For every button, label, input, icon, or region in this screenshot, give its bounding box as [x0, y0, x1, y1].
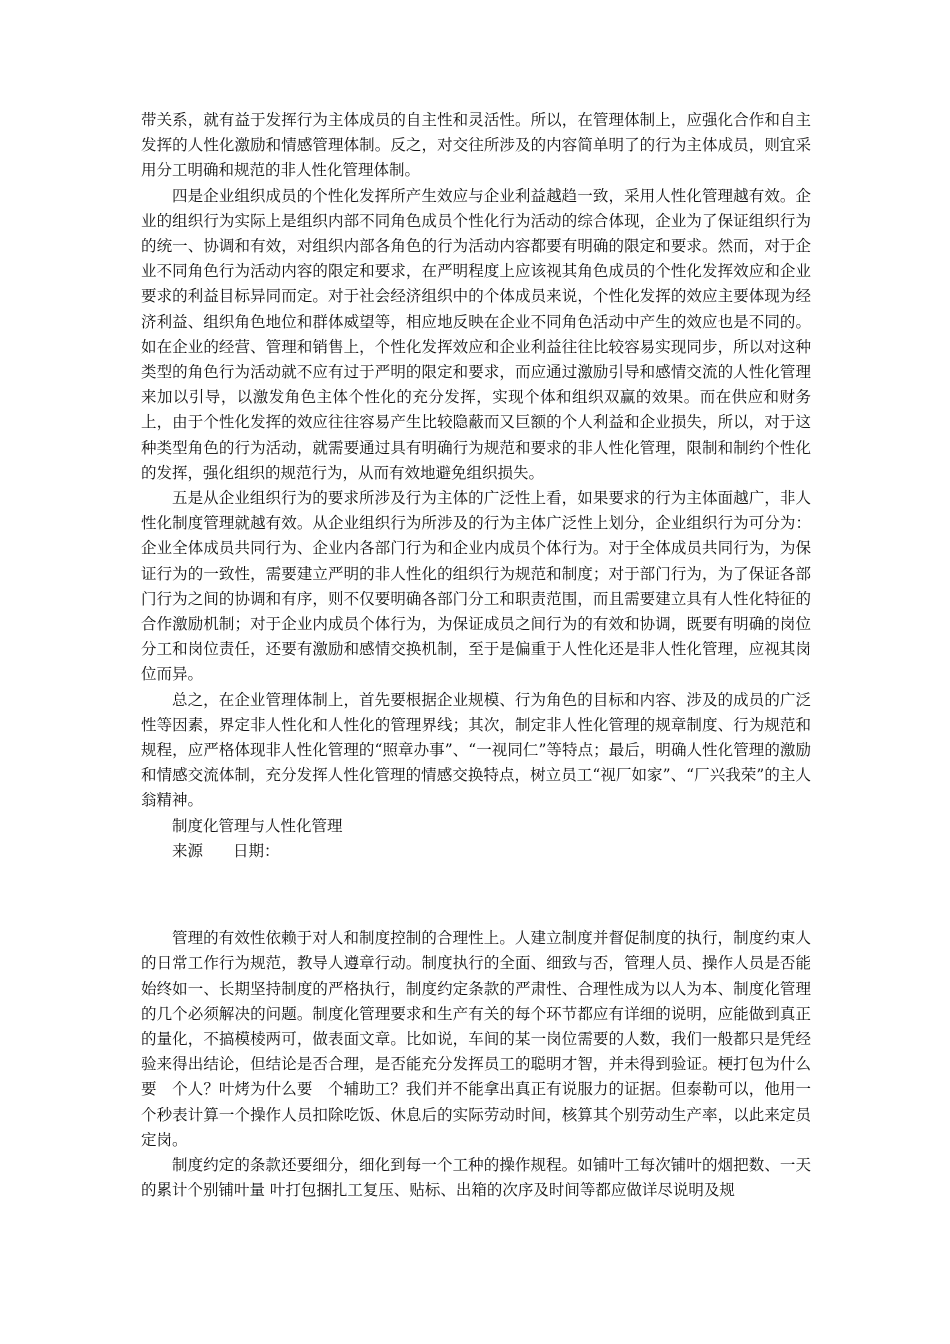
article-title: 制度化管理与人性化管理 — [172, 816, 343, 835]
paragraph-4: 总之，在企业管理体制上，首先要根据企业规模、行为角色的目标和内容、涉及的成员的广泛性等因素，界定非人性化和人性化的管理界线；其次，制定非人性化管理的规章制度、行为规范和规程，应严格体现非人性化管理的“照章办事”、“一视同仁”等特点；最后，明确人性化管理的激励和情感交流体制，充分发挥人性化管理的情感交换特点，树立员工“视厂如家”、“厂兴我荣”的主人翁精神。 — [141, 690, 811, 810]
date-label: 日期： — [233, 841, 280, 860]
blank-space — [141, 864, 811, 926]
source-date-line — [141, 839, 811, 864]
paragraph-1: 带关系，就有益于发挥行为主体成员的自主性和灵活性。所以，在管理体制上，应强化合作和自主发挥的人性化激励和情感管理体制。反之，对交往所涉及的内容简单明了的行为主体成员，则宜采用分工明确和规范的非人性化管理体制。 — [141, 111, 811, 180]
document-page — [141, 108, 811, 1203]
paragraph-3: 五是从企业组织行为的要求所涉及行为主体的广泛性上看，如果要求的行为主体面越广，非人性化制度管理就越有效。从企业组织行为所涉及的行为主体广泛性上划分，企业组织行为可分为：企业全体成员共同行为、企业内各部门行为和企业内成员个体行为。对于全体成员共同行为，为保证行为的一致性，需要建立严明的非人性化的组织行为规范和制度；对于部门行为，为了保证各部门行为之间的协调和有序，则不仅要明确各部门分工和职责范围，而且需要建立具有人性化特征的合作激励机制；对于企业内成员个体行为，为保证成员之间行为的有效和协调，既要有明确的岗位分工和岗位责任，还要有激励和感情交换机制，至于是偏重于人性化还是非人性化管理，应视其岗位而异。 — [141, 489, 811, 684]
paragraph-5: 管理的有效性依赖于对人和制度控制的合理性上。人建立制度并督促制度的执行，制度约束人的日常工作行为规范，教导人遵章行动。制度执行的全面、细致与否，管理人员、操作人员是否能始终如一、长期坚持制度的严格执行，制度约定条款的严肃性、合理性成为以人为本、制度化管理的几个必须解决的问题。制度化管理要求和生产有关的每个环节都应有详细的说明，应能做到真正的量化，不搞模棱两可，做表面文章。比如说，车间的某一岗位需要的人数，我们一般都只是凭经验来得出结论，但结论是否合理，是否能充分发挥员工的聪明才智，并未得到验证。梗打包为什么要 个人？叶烤为什么要 个辅助工？我们并不能拿出真正有说服力的证据。但泰勒可以，他用一个秒表计算一个操作人员扣除吃饭、休息后的实际劳动时间，核算其个别劳动生产率，以此来定员定岗。 — [141, 929, 811, 1149]
paragraph-6: 制度约定的条款还要细分，细化到每一个工种的操作规程。如铺叶工每次铺叶的烟把数、一天的累计个别铺叶量 叶打包捆扎工复压、贴标、出箱的次序及时间等都应做详尽说明及规 — [141, 1155, 811, 1200]
source-label: 来源 — [172, 841, 204, 860]
paragraph-2: 四是企业组织成员的个性化发挥所产生效应与企业利益越趋一致，采用人性化管理越有效。企业的组织行为实际上是组织内部不同角色成员个性化行为活动的综合体现，企业为了保证组织行为的统一、协调和有效，对组织内部各角色的行为活动内容都要有明确的限定和要求。然而，对于企业不同角色行为活动内容的限定和要求，在严明程度上应该视其角色成员的个性化发挥效应和企业要求的利益目标异同而定。对于社会经济组织中的个体成员来说，个性化发挥的效应主要体现为经济利益、组织角色地位和群体威望等，相应地反映在企业不同角色活动中产生的效应也是不同的。如在企业的经营、管理和销售上，个性化发挥效应和企业利益往往比较容易实现同步，所以对这种类型的角色行为活动就不应有过于严明的限定和要求，而应通过激励引导和感情交流的人性化管理来加以引导，以激发角色主体个性化的充分发挥，实现个体和组织双赢的效果。而在供应和财务上，由于个性化发挥的效应往往容易产生比较隐蔽而又巨额的个人利益和企业损失，所以，对于这种类型角色的行为活动，就需要通过具有明确行为规范和要求的非人性化管理，限制和制约个性化的发挥，强化组织的规范行为，从而有效地避免组织损失。 — [141, 186, 811, 482]
